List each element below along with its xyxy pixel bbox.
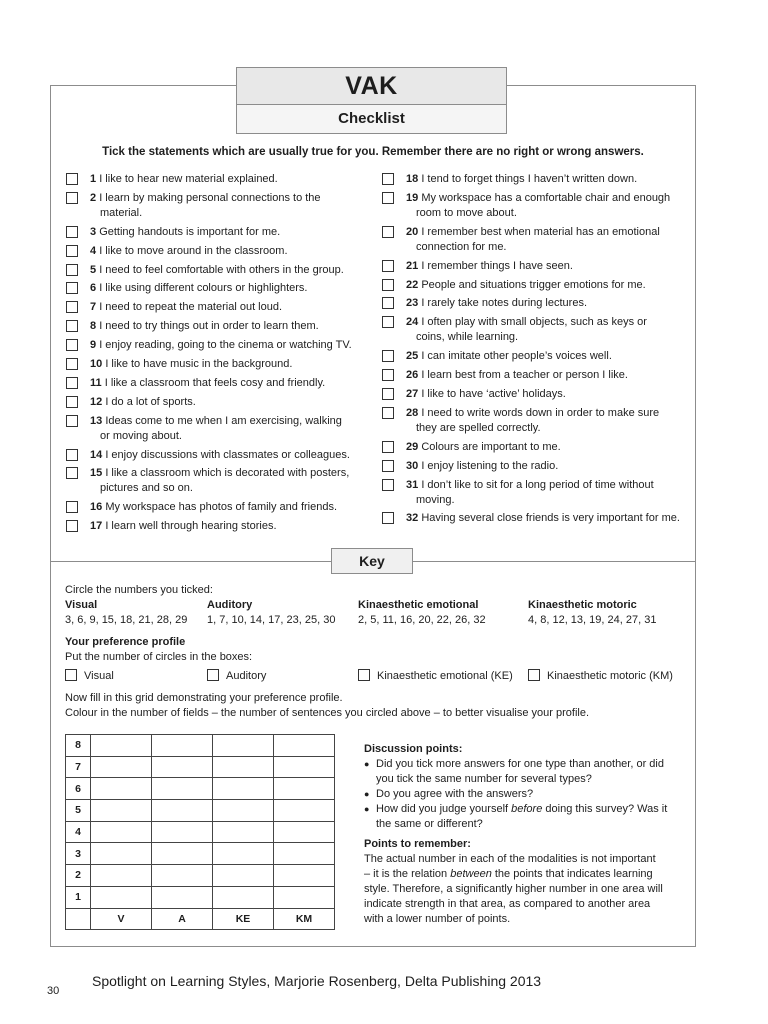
item-text: Having several close friends is very important for me. [421, 512, 680, 525]
item-text: I like using different colours or highlighters. [99, 282, 308, 295]
title-box [236, 67, 507, 134]
item-text: I like a classroom that feels cosy and friendly. [104, 376, 326, 389]
grid-row-label: 8 [66, 735, 91, 757]
checklist-item[interactable] [382, 387, 694, 402]
grid-cell[interactable] [91, 843, 152, 865]
grid-col-label: KM [274, 908, 335, 930]
page-number: 30 [47, 985, 60, 997]
item-text: My workspace has a comfortable chair and enough [421, 191, 671, 204]
checkbox[interactable] [66, 320, 78, 332]
profile-box-label: Kinaesthetic emotional (KE) [377, 670, 513, 682]
checkbox[interactable] [66, 415, 78, 427]
checklist-item[interactable] [382, 368, 694, 383]
profile-heading: Your preference profile [65, 636, 186, 648]
checklist-item[interactable] [382, 225, 694, 255]
checklist-item[interactable] [66, 414, 366, 444]
discussion-list [364, 757, 689, 832]
checklist-item[interactable] [66, 319, 366, 334]
item-text: Colours are important to me. [421, 440, 561, 453]
grid-cell[interactable] [152, 735, 213, 757]
grid-cell[interactable] [152, 821, 213, 843]
grid-col-label: KE [213, 908, 274, 930]
left-checklist-column [66, 172, 366, 538]
checklist-item[interactable] [66, 172, 366, 187]
grid-row-label: 2 [66, 865, 91, 887]
checklist-item[interactable] [382, 511, 694, 526]
bullet-text: Do you agree with the answers? [376, 788, 534, 800]
page-title: VAK [237, 68, 506, 105]
grid-row [66, 735, 335, 757]
checklist-item[interactable] [66, 191, 366, 221]
grid-cell[interactable] [274, 735, 335, 757]
item-number: 22 [406, 278, 419, 291]
item-text: material. [100, 206, 143, 219]
group-km-name: Kinaesthetic motoric [528, 599, 637, 611]
remember-line: – it is the relation [364, 868, 451, 880]
item-text: connection for me. [416, 240, 507, 253]
profile-box-label: Visual [84, 670, 114, 682]
bullet-text: the same or different? [376, 818, 483, 830]
checkbox[interactable] [382, 479, 394, 491]
item-text: I don’t like to sit for a long period of time without [421, 478, 654, 491]
checkbox[interactable] [66, 226, 78, 238]
item-text: moving. [416, 493, 455, 506]
grid-cell[interactable] [152, 865, 213, 887]
item-number: 18 [406, 173, 419, 185]
checkbox[interactable] [66, 520, 78, 532]
checklist-item[interactable] [66, 519, 366, 534]
item-text: My workspace has photos of family and friends. [105, 501, 338, 514]
grid-cell[interactable] [274, 756, 335, 778]
grid-cell[interactable] [274, 800, 335, 822]
grid-cell[interactable] [91, 778, 152, 800]
item-number: 1 [90, 173, 97, 185]
key-intro: Circle the numbers you ticked: [65, 584, 213, 596]
item-number: 23 [406, 297, 419, 310]
item-text: I often play with small objects, such as keys or [421, 316, 647, 329]
checklist-item[interactable] [382, 315, 694, 345]
key-heading: Key [331, 548, 413, 574]
grid-row-label: 1 [66, 886, 91, 908]
item-text: I learn by making personal connections to the [99, 191, 321, 204]
item-text: I need to write words down in order to make sure [421, 406, 660, 419]
item-text: People and situations trigger emotions for me. [421, 278, 646, 291]
grid-cell[interactable] [274, 821, 335, 843]
item-number: 29 [406, 440, 419, 453]
checkbox[interactable] [66, 282, 78, 294]
item-text: I need to try things out in order to learn them. [99, 320, 319, 333]
profile-box-km[interactable] [528, 669, 673, 683]
checklist-item[interactable] [66, 263, 366, 278]
checkbox[interactable] [382, 226, 394, 238]
checklist-item[interactable] [382, 349, 694, 364]
grid-row [66, 865, 335, 887]
profile-box-visual[interactable] [65, 669, 114, 683]
item-text: or moving about. [100, 429, 182, 442]
grid-row [66, 756, 335, 778]
profile-box-auditory[interactable] [207, 669, 266, 683]
item-text: I can imitate other people’s voices well. [421, 350, 612, 363]
page-subtitle: Checklist [237, 105, 506, 133]
checklist-item[interactable] [382, 172, 694, 187]
checklist-item[interactable] [66, 244, 366, 259]
group-auditory-numbers: 1, 7, 10, 14, 17, 23, 25, 30 [207, 614, 336, 626]
checkbox[interactable] [382, 260, 394, 272]
item-number: 32 [406, 512, 419, 525]
item-number: 27 [406, 388, 419, 401]
item-text: I like a classroom which is decorated with posters, [105, 467, 350, 480]
item-number: 5 [90, 263, 97, 276]
grid-cell[interactable] [213, 865, 274, 887]
item-text: they are spelled correctly. [416, 421, 541, 434]
grid-cell[interactable] [91, 821, 152, 843]
checkbox[interactable] [382, 350, 394, 362]
item-text: I do a lot of sports. [105, 395, 196, 408]
checkbox[interactable] [382, 316, 394, 328]
grid-corner [66, 908, 91, 930]
checkbox[interactable] [382, 369, 394, 381]
discussion-bullet [364, 787, 689, 802]
checkbox[interactable] [66, 396, 78, 408]
checklist-item[interactable] [382, 440, 694, 455]
group-ke-name: Kinaesthetic emotional [358, 599, 479, 611]
grid-cell[interactable] [274, 778, 335, 800]
grid-instruction-1: Now fill in this grid demonstrating your preference profile. [65, 692, 343, 704]
checklist-item[interactable] [66, 448, 366, 463]
checkbox[interactable] [66, 358, 78, 370]
item-number: 19 [406, 191, 419, 204]
item-number: 15 [90, 467, 103, 480]
grid-cell[interactable] [213, 778, 274, 800]
grid-cell[interactable] [91, 865, 152, 887]
grid-cell[interactable] [152, 843, 213, 865]
checklist-item[interactable] [382, 459, 694, 474]
grid-row [66, 778, 335, 800]
checklist-item[interactable] [382, 478, 694, 508]
checklist-item[interactable] [382, 278, 694, 293]
remember-heading: Points to remember: [364, 838, 471, 850]
bullet-text: Did you tick more answers for one type than another, or did [376, 758, 664, 770]
grid-cell[interactable] [91, 886, 152, 908]
item-number: 14 [90, 448, 103, 461]
item-text: I enjoy discussions with classmates or colleagues. [105, 448, 350, 461]
preference-grid [65, 734, 335, 930]
grid-cell[interactable] [152, 886, 213, 908]
checklist-item[interactable] [66, 376, 366, 391]
checkbox[interactable] [382, 173, 394, 185]
grid-cell[interactable] [274, 886, 335, 908]
checkbox[interactable] [382, 460, 394, 472]
checklist-item[interactable] [66, 466, 366, 496]
item-number: 9 [90, 339, 97, 352]
item-number: 12 [90, 395, 103, 408]
checklist-item[interactable] [382, 259, 694, 274]
checkbox[interactable] [382, 279, 394, 291]
grid-col-label: A [152, 908, 213, 930]
checklist-item[interactable] [382, 296, 694, 311]
grid-instruction-2: Colour in the number of fields – the number of sentences you circled above – to better visualise your profile. [65, 707, 590, 719]
checkbox[interactable] [66, 339, 78, 351]
item-number: 6 [90, 282, 97, 295]
discussion-bullet [364, 757, 689, 787]
grid-cell[interactable] [91, 800, 152, 822]
checklist-item[interactable] [66, 357, 366, 372]
checklist-item[interactable] [66, 500, 366, 515]
checkbox[interactable] [382, 192, 394, 204]
grid-cell[interactable] [213, 800, 274, 822]
item-number: 21 [406, 259, 419, 272]
group-auditory-name: Auditory [207, 599, 253, 611]
checkbox[interactable] [66, 173, 78, 185]
item-number: 30 [406, 459, 419, 472]
item-text: I remember best when material has an emotional [421, 225, 660, 238]
item-number: 16 [90, 501, 103, 514]
remember-line: style. Therefore, a significantly higher number in one area will [364, 883, 663, 895]
checkbox[interactable] [382, 441, 394, 453]
item-number: 31 [406, 478, 419, 491]
grid-cell[interactable] [152, 778, 213, 800]
item-text: I rarely take notes during lectures. [421, 297, 588, 310]
item-text: I enjoy reading, going to the cinema or watching TV. [99, 339, 352, 352]
checkbox[interactable] [66, 501, 78, 513]
item-text: I learn well through hearing stories. [105, 520, 277, 533]
item-number: 24 [406, 316, 419, 329]
checklist-item[interactable] [66, 300, 366, 315]
profile-instruction: Put the number of circles in the boxes: [65, 651, 253, 663]
item-text: I like to move around in the classroom. [99, 244, 288, 257]
group-ke-numbers: 2, 5, 11, 16, 20, 22, 26, 32 [358, 614, 486, 626]
item-number: 11 [90, 376, 102, 389]
grid-cell[interactable] [213, 756, 274, 778]
bullet-text: How did you judge yourself [376, 803, 512, 815]
bullet-emphasis: before [511, 803, 543, 815]
checkbox[interactable] [382, 297, 394, 309]
grid-row [66, 821, 335, 843]
item-text: room to move about. [416, 206, 517, 219]
grid-cell[interactable] [274, 865, 335, 887]
grid-row-label: 7 [66, 756, 91, 778]
checkbox[interactable] [66, 245, 78, 257]
grid-cell[interactable] [274, 843, 335, 865]
profile-box-label: Auditory [226, 670, 267, 682]
item-text: I need to repeat the material out loud. [99, 301, 283, 314]
checklist-item[interactable] [66, 338, 366, 353]
right-checklist-column [382, 172, 694, 530]
item-text: I like to have ‘active’ holidays. [421, 388, 566, 401]
checkbox[interactable] [382, 407, 394, 419]
item-number: 7 [90, 301, 97, 314]
item-number: 28 [406, 406, 419, 419]
checkbox[interactable] [66, 301, 78, 313]
grid-cell[interactable] [213, 735, 274, 757]
item-number: 10 [90, 358, 103, 371]
grid-cell[interactable] [213, 821, 274, 843]
bullet-text: you tick the same number for several types? [376, 773, 592, 785]
checklist-item[interactable] [66, 225, 366, 240]
bullet-text: doing this survey? Was it [542, 803, 668, 815]
item-number: 2 [90, 191, 97, 204]
checklist-item[interactable] [66, 281, 366, 296]
item-number: 13 [90, 414, 103, 427]
discussion-panel [364, 742, 689, 927]
item-number: 3 [90, 225, 97, 238]
checkbox[interactable] [382, 512, 394, 524]
remember-emphasis: between [450, 868, 492, 880]
checkbox[interactable] [66, 377, 78, 389]
group-visual-numbers: 3, 6, 9, 15, 18, 21, 28, 29 [65, 614, 188, 626]
item-number: 26 [406, 369, 419, 382]
remember-line: with a lower number of points. [364, 913, 511, 925]
grid-cell[interactable] [152, 756, 213, 778]
item-number: 8 [90, 320, 97, 333]
item-text: I like to hear new material explained. [99, 173, 278, 185]
item-text: I learn best from a teacher or person I like. [421, 369, 628, 382]
checklist-item[interactable] [382, 406, 694, 436]
grid-label-row [66, 908, 335, 930]
footer-citation: Spotlight on Learning Styles, Marjorie Rosenberg, Delta Publishing 2013 [92, 973, 542, 989]
profile-box-ke[interactable] [358, 669, 513, 683]
grid-row-label: 3 [66, 843, 91, 865]
item-text: I tend to forget things I haven’t written down. [421, 173, 638, 185]
remember-text [364, 852, 689, 927]
checkbox[interactable] [66, 192, 78, 204]
remember-line: indicate strength in that area, as compared to another area [364, 898, 651, 910]
grid-row [66, 886, 335, 908]
checkbox[interactable] [207, 669, 219, 681]
grid-col-label: V [91, 908, 152, 930]
grid-cell[interactable] [213, 843, 274, 865]
instruction-text: Tick the statements which are usually true for you. Remember there are no right or wrong answers. [102, 146, 644, 158]
checkbox[interactable] [66, 264, 78, 276]
grid-cell[interactable] [213, 886, 274, 908]
grid-cell[interactable] [91, 735, 152, 757]
item-number: 25 [406, 350, 419, 363]
grid-row [66, 800, 335, 822]
checkbox[interactable] [66, 467, 78, 479]
checkbox[interactable] [382, 388, 394, 400]
remember-line: The actual number in each of the modalities is not important [364, 853, 656, 865]
checkbox[interactable] [66, 449, 78, 461]
profile-box-label: Kinaesthetic motoric (KM) [547, 670, 673, 682]
group-visual-name: Visual [65, 599, 98, 611]
checkbox[interactable] [65, 669, 77, 681]
group-km-numbers: 4, 8, 12, 13, 19, 24, 27, 31 [528, 614, 657, 626]
checklist-item[interactable] [382, 191, 694, 221]
item-text: I remember things I have seen. [421, 259, 573, 272]
grid-row [66, 843, 335, 865]
checkbox[interactable] [528, 669, 540, 681]
remember-line: the points that indicates learning [491, 868, 653, 880]
grid-cell[interactable] [91, 756, 152, 778]
checkbox[interactable] [358, 669, 370, 681]
item-text: I enjoy listening to the radio. [421, 459, 559, 472]
item-text: coins, while learning. [416, 331, 519, 344]
item-text: Getting handouts is important for me. [99, 225, 281, 238]
grid-row-label: 6 [66, 778, 91, 800]
grid-row-label: 5 [66, 800, 91, 822]
item-number: 4 [90, 244, 97, 257]
grid-cell[interactable] [152, 800, 213, 822]
grid-row-label: 4 [66, 821, 91, 843]
item-text: I need to feel comfortable with others in the group. [99, 263, 344, 276]
item-text: pictures and so on. [100, 482, 193, 495]
item-text: Ideas come to me when I am exercising, walking [105, 414, 342, 427]
discussion-heading: Discussion points: [364, 743, 463, 755]
item-number: 20 [406, 225, 419, 238]
item-number: 17 [90, 520, 103, 533]
checklist-item[interactable] [66, 395, 366, 410]
item-text: I like to have music in the background. [105, 358, 293, 371]
discussion-bullet [364, 802, 689, 832]
